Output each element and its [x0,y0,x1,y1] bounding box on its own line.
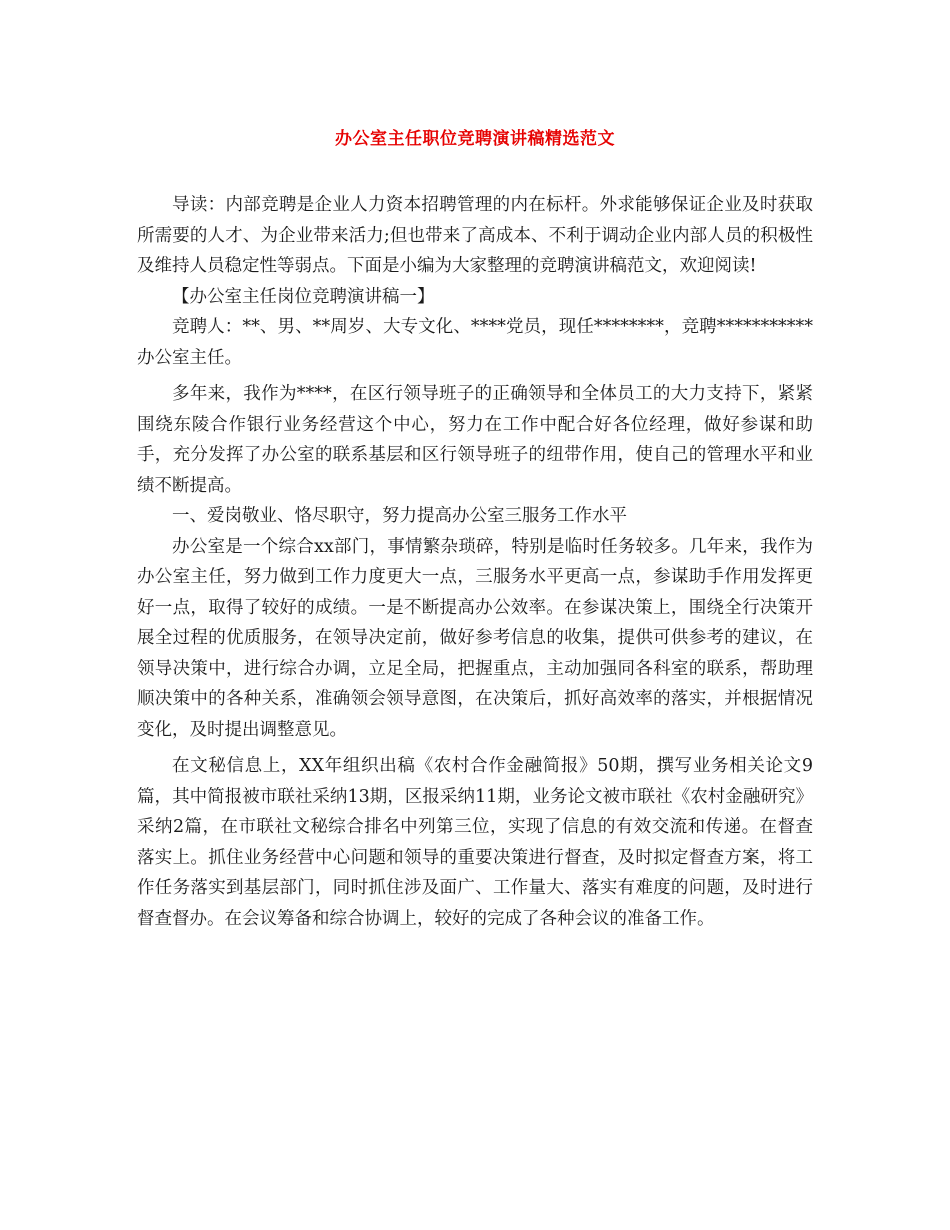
paragraph-office: 办公室是一个综合xx部门，事情繁杂琐碎，特别是临时任务较多。几年来，我作为办公室主任，努力做到工作力度更大一点，三服务水平更高一点，参谋助手作用发挥更好一点，取得了较好的成绩。一是不断提高办公效率。在参谋决策上，围绕全行决策开展全过程的优质服务，在领导决定前，做好参考信息的收集，提供可供参考的建议，在领导决策中，进行综合办调，立足全局，把握重点，主动加强同各科室的联系，帮助理顺决策中的各种关系，准确领会领导意图，在决策后，抓好高效率的落实，并根据情况变化，及时提出调整意见。 [137,536,813,740]
document-title: 办公室主任职位竞聘演讲稿精选范文 [335,129,615,149]
paragraph-experience: 多年来，我作为****，在区行领导班子的正确领导和全体员工的大力支持下，紧紧围绕东陵合作银行业务经营这个中心，努力在工作中配合好各位经理，做好参谋和助手，充分发挥了办公室的联系基层和区行领导班子的纽带作用，使自己的管理水平和业绩不断提高。 [137,384,813,496]
document-body [137,190,813,934]
paragraph-intro: 导读：内部竞聘是企业人力资本招聘管理的内在标杆。外求能够保证企业及时获取所需要的人才、为企业带来活力;但也带来了高成本、不利于调动企业内部人员的积极性及维持人员稳定性等弱点。下面是小编为大家整理的竞聘演讲稿范文，欢迎阅读! [137,195,813,276]
paragraph-candidate: 竞聘人：**、男、**周岁、大专文化、****党员，现任********，竞聘***********办公室主任。 [137,317,813,368]
subsection-heading: 一、爱岗敬业、恪尽职守，努力提高办公室三服务工作水平 [172,506,627,526]
section-heading: 【办公室主任岗位竞聘演讲稿一】 [172,286,435,307]
paragraph-secretarial: 在文秘信息上，XX年组织出稿《农村合作金融简报》50期，撰写业务相关论文9篇，其中简报被市联社采纳13期，区报采纳11期，业务论文被市联社《农村金融研究》采纳2篇，在市联社文秘综合排名中列第三位，实现了信息的有效交流和传递。在督查落实上。抓住业务经营中心问题和领导的重要决策进行督查，及时拟定督查方案，将工作任务落实到基层部门，同时抓住涉及面广、工作量大、落实有难度的问题，及时进行督查督办。在会议筹备和综合协调上，较好的完成了各种会议的准备工作。 [137,756,813,929]
